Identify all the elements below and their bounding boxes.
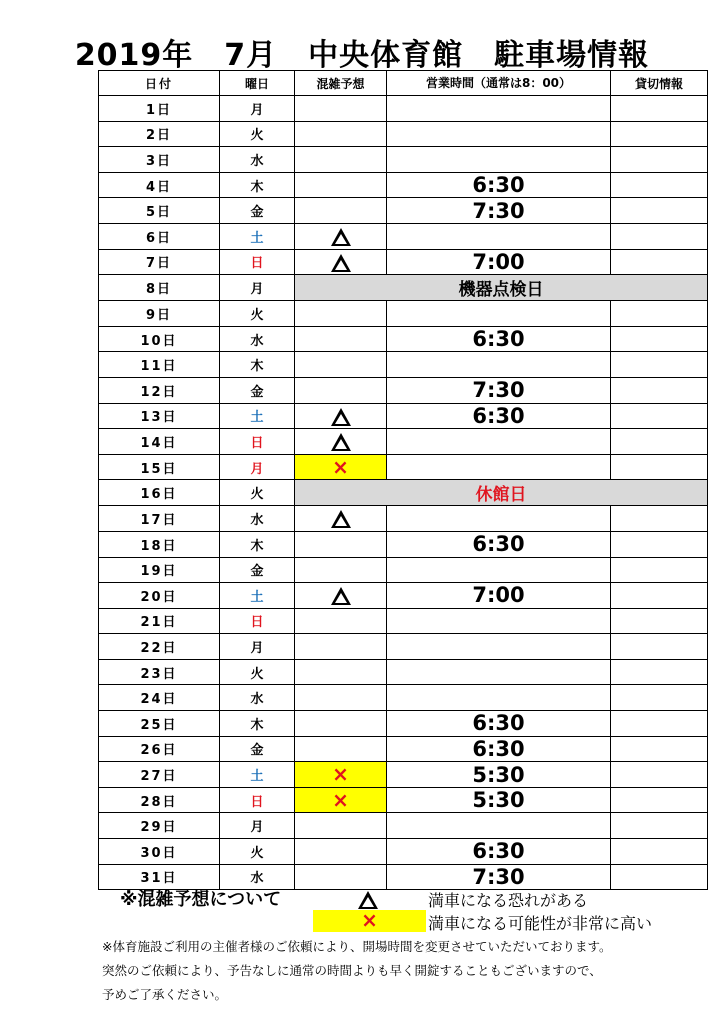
date-cell: 27日 bbox=[99, 762, 220, 788]
date-cell: 24日 bbox=[99, 685, 220, 711]
weekday-cell: 水 bbox=[220, 326, 295, 352]
congestion-cell bbox=[295, 506, 387, 532]
date-cell: 9日 bbox=[99, 301, 220, 327]
date-cell: 10日 bbox=[99, 326, 220, 352]
date-cell: 8日 bbox=[99, 275, 220, 301]
rental-cell bbox=[611, 557, 708, 583]
congestion-cell bbox=[295, 172, 387, 198]
table-row bbox=[99, 608, 708, 634]
rental-cell bbox=[611, 121, 708, 147]
date-cell: 20日 bbox=[99, 583, 220, 609]
closed-notice-cell: 機器点検日 bbox=[295, 275, 708, 301]
congestion-cell bbox=[295, 121, 387, 147]
date-cell: 29日 bbox=[99, 813, 220, 839]
congestion-cell bbox=[295, 711, 387, 737]
congestion-cell bbox=[295, 608, 387, 634]
rental-cell bbox=[611, 172, 708, 198]
hours-cell bbox=[387, 506, 611, 532]
table-row bbox=[99, 813, 708, 839]
table-row bbox=[99, 352, 708, 378]
date-cell: 30日 bbox=[99, 839, 220, 865]
rental-cell bbox=[611, 454, 708, 480]
hours-cell bbox=[387, 557, 611, 583]
date-cell: 25日 bbox=[99, 711, 220, 737]
congestion-cell bbox=[295, 198, 387, 224]
rental-cell bbox=[611, 531, 708, 557]
hours-cell: 6:30 bbox=[387, 711, 611, 737]
weekday-cell: 月 bbox=[220, 275, 295, 301]
weekday-cell: 土 bbox=[220, 223, 295, 249]
rental-cell bbox=[611, 147, 708, 173]
date-cell: 28日 bbox=[99, 787, 220, 813]
table-row bbox=[99, 583, 708, 609]
weekday-cell: 日 bbox=[220, 249, 295, 275]
cross-icon: × bbox=[361, 908, 378, 932]
weekday-cell: 日 bbox=[220, 787, 295, 813]
calendar-body bbox=[99, 96, 708, 890]
rental-cell bbox=[611, 96, 708, 122]
note-line-2: 突然のご依頼により、予告なしに通常の時間よりも早く開錠することもございますので、 bbox=[102, 963, 602, 978]
hours-cell bbox=[387, 454, 611, 480]
congestion-cell bbox=[295, 583, 387, 609]
hours-cell: 6:30 bbox=[387, 531, 611, 557]
date-cell: 19日 bbox=[99, 557, 220, 583]
congestion-cell bbox=[295, 685, 387, 711]
congestion-cell bbox=[295, 634, 387, 660]
date-cell: 7日 bbox=[99, 249, 220, 275]
congestion-cell bbox=[295, 557, 387, 583]
legend-heading: ※混雑予想について bbox=[120, 889, 282, 910]
cross-icon: × bbox=[332, 787, 349, 812]
rental-cell bbox=[611, 326, 708, 352]
hours-cell bbox=[387, 352, 611, 378]
date-cell: 14日 bbox=[99, 429, 220, 455]
table-row bbox=[99, 275, 708, 301]
rental-cell bbox=[611, 198, 708, 224]
congestion-cell bbox=[295, 326, 387, 352]
rental-cell bbox=[611, 736, 708, 762]
congestion-cell bbox=[295, 301, 387, 327]
weekday-cell: 月 bbox=[220, 634, 295, 660]
date-cell: 1日 bbox=[99, 96, 220, 122]
congestion-cell bbox=[295, 249, 387, 275]
table-row bbox=[99, 403, 708, 429]
rental-cell bbox=[611, 839, 708, 865]
rental-cell bbox=[611, 506, 708, 532]
rental-cell bbox=[611, 659, 708, 685]
congestion-cell bbox=[295, 429, 387, 455]
weekday-cell: 水 bbox=[220, 506, 295, 532]
table-row bbox=[99, 839, 708, 865]
rental-cell bbox=[611, 429, 708, 455]
hours-cell: 7:30 bbox=[387, 864, 611, 890]
table-row bbox=[99, 736, 708, 762]
table-row bbox=[99, 249, 708, 275]
header-hours: 営業時間（通常は8：00） bbox=[387, 71, 611, 96]
hours-cell bbox=[387, 223, 611, 249]
table-header-row bbox=[99, 71, 708, 96]
table-row bbox=[99, 172, 708, 198]
hours-cell bbox=[387, 659, 611, 685]
weekday-cell: 月 bbox=[220, 96, 295, 122]
congestion-cell bbox=[295, 864, 387, 890]
date-cell: 3日 bbox=[99, 147, 220, 173]
table-row bbox=[99, 326, 708, 352]
congestion-cell bbox=[295, 147, 387, 173]
date-cell: 26日 bbox=[99, 736, 220, 762]
table-row bbox=[99, 531, 708, 557]
weekday-cell: 日 bbox=[220, 608, 295, 634]
table-row bbox=[99, 659, 708, 685]
congestion-cell bbox=[295, 813, 387, 839]
table-row bbox=[99, 429, 708, 455]
rental-cell bbox=[611, 352, 708, 378]
hours-cell: 6:30 bbox=[387, 403, 611, 429]
table-row bbox=[99, 198, 708, 224]
rental-cell bbox=[611, 249, 708, 275]
triangle-icon bbox=[331, 510, 351, 528]
closed-notice-cell: 休館日 bbox=[295, 480, 708, 506]
date-cell: 17日 bbox=[99, 506, 220, 532]
date-cell: 22日 bbox=[99, 634, 220, 660]
hours-cell: 7:30 bbox=[387, 377, 611, 403]
hours-cell: 6:30 bbox=[387, 736, 611, 762]
rental-cell bbox=[611, 864, 708, 890]
note-line-1: ※体育施設ご利用の主催者様のご依頼により、開場時間を変更させていただいております。 bbox=[102, 939, 612, 954]
date-cell: 12日 bbox=[99, 377, 220, 403]
header-rental: 貸切情報 bbox=[611, 71, 708, 96]
hours-cell bbox=[387, 634, 611, 660]
weekday-cell: 木 bbox=[220, 172, 295, 198]
rental-cell bbox=[611, 711, 708, 737]
weekday-cell: 金 bbox=[220, 377, 295, 403]
table-row bbox=[99, 454, 708, 480]
header-congestion: 混雑予想 bbox=[295, 71, 387, 96]
date-cell: 21日 bbox=[99, 608, 220, 634]
congestion-cell bbox=[295, 839, 387, 865]
hours-cell bbox=[387, 121, 611, 147]
congestion-cell bbox=[295, 96, 387, 122]
triangle-icon bbox=[331, 254, 351, 272]
date-cell: 11日 bbox=[99, 352, 220, 378]
table-row bbox=[99, 762, 708, 788]
rental-cell bbox=[611, 403, 708, 429]
hours-cell bbox=[387, 608, 611, 634]
table-row bbox=[99, 685, 708, 711]
table-row bbox=[99, 377, 708, 403]
hours-cell: 5:30 bbox=[387, 762, 611, 788]
table-row bbox=[99, 711, 708, 737]
congestion-cell bbox=[295, 762, 387, 788]
weekday-cell: 金 bbox=[220, 198, 295, 224]
date-cell: 2日 bbox=[99, 121, 220, 147]
weekday-cell: 月 bbox=[220, 454, 295, 480]
page-title: 2019年 7月 中央体育館 駐車場情報 bbox=[74, 38, 650, 73]
triangle-icon bbox=[331, 587, 351, 605]
hours-cell bbox=[387, 301, 611, 327]
weekday-cell: 月 bbox=[220, 813, 295, 839]
table-row bbox=[99, 96, 708, 122]
congestion-cell bbox=[295, 352, 387, 378]
hours-cell: 6:30 bbox=[387, 172, 611, 198]
congestion-cell bbox=[295, 377, 387, 403]
weekday-cell: 水 bbox=[220, 685, 295, 711]
triangle-icon bbox=[331, 228, 351, 246]
weekday-cell: 火 bbox=[220, 480, 295, 506]
header-date: 日付 bbox=[99, 71, 220, 96]
congestion-cell bbox=[295, 787, 387, 813]
hours-cell bbox=[387, 685, 611, 711]
hours-cell: 6:30 bbox=[387, 839, 611, 865]
table-row bbox=[99, 301, 708, 327]
rental-cell bbox=[611, 301, 708, 327]
cross-icon: × bbox=[332, 762, 349, 787]
triangle-icon bbox=[331, 433, 351, 451]
date-cell: 16日 bbox=[99, 480, 220, 506]
hours-cell bbox=[387, 429, 611, 455]
legend-triangle-icon bbox=[358, 889, 378, 909]
cross-icon: × bbox=[332, 454, 349, 479]
weekday-cell: 金 bbox=[220, 736, 295, 762]
triangle-icon bbox=[331, 408, 351, 426]
header-weekday: 曜日 bbox=[220, 71, 295, 96]
date-cell: 23日 bbox=[99, 659, 220, 685]
table-row bbox=[99, 634, 708, 660]
legend-triangle-text: 満車になる恐れがある bbox=[428, 891, 589, 910]
date-cell: 5日 bbox=[99, 198, 220, 224]
table-row bbox=[99, 480, 708, 506]
table-row bbox=[99, 147, 708, 173]
hours-cell: 5:30 bbox=[387, 787, 611, 813]
hours-cell: 6:30 bbox=[387, 326, 611, 352]
rental-cell bbox=[611, 685, 708, 711]
weekday-cell: 火 bbox=[220, 121, 295, 147]
weekday-cell: 土 bbox=[220, 762, 295, 788]
congestion-cell bbox=[295, 223, 387, 249]
note-line-3: 予めご了承ください。 bbox=[102, 987, 228, 1002]
rental-cell bbox=[611, 634, 708, 660]
congestion-cell bbox=[295, 454, 387, 480]
weekday-cell: 火 bbox=[220, 301, 295, 327]
rental-cell bbox=[611, 377, 708, 403]
table-row bbox=[99, 223, 708, 249]
rental-cell bbox=[611, 583, 708, 609]
table-row bbox=[99, 121, 708, 147]
rental-cell bbox=[611, 608, 708, 634]
weekday-cell: 土 bbox=[220, 583, 295, 609]
date-cell: 15日 bbox=[99, 454, 220, 480]
hours-cell: 7:00 bbox=[387, 583, 611, 609]
weekday-cell: 木 bbox=[220, 531, 295, 557]
legend-cross-swatch bbox=[313, 910, 426, 932]
date-cell: 13日 bbox=[99, 403, 220, 429]
weekday-cell: 火 bbox=[220, 659, 295, 685]
weekday-cell: 金 bbox=[220, 557, 295, 583]
congestion-cell bbox=[295, 659, 387, 685]
date-cell: 4日 bbox=[99, 172, 220, 198]
table-row bbox=[99, 557, 708, 583]
parking-calendar-table bbox=[98, 70, 708, 890]
rental-cell bbox=[611, 223, 708, 249]
date-cell: 18日 bbox=[99, 531, 220, 557]
congestion-cell bbox=[295, 403, 387, 429]
hours-cell bbox=[387, 813, 611, 839]
rental-cell bbox=[611, 787, 708, 813]
legend-cross-text: 満車になる可能性が非常に高い bbox=[428, 914, 653, 933]
weekday-cell: 火 bbox=[220, 839, 295, 865]
hours-cell bbox=[387, 147, 611, 173]
table-row bbox=[99, 506, 708, 532]
weekday-cell: 木 bbox=[220, 352, 295, 378]
weekday-cell: 日 bbox=[220, 429, 295, 455]
weekday-cell: 水 bbox=[220, 864, 295, 890]
table-row bbox=[99, 787, 708, 813]
hours-cell bbox=[387, 96, 611, 122]
weekday-cell: 土 bbox=[220, 403, 295, 429]
weekday-cell: 水 bbox=[220, 147, 295, 173]
rental-cell bbox=[611, 813, 708, 839]
date-cell: 6日 bbox=[99, 223, 220, 249]
rental-cell bbox=[611, 762, 708, 788]
congestion-cell bbox=[295, 736, 387, 762]
hours-cell: 7:00 bbox=[387, 249, 611, 275]
hours-cell: 7:30 bbox=[387, 198, 611, 224]
congestion-cell bbox=[295, 531, 387, 557]
date-cell: 31日 bbox=[99, 864, 220, 890]
weekday-cell: 木 bbox=[220, 711, 295, 737]
